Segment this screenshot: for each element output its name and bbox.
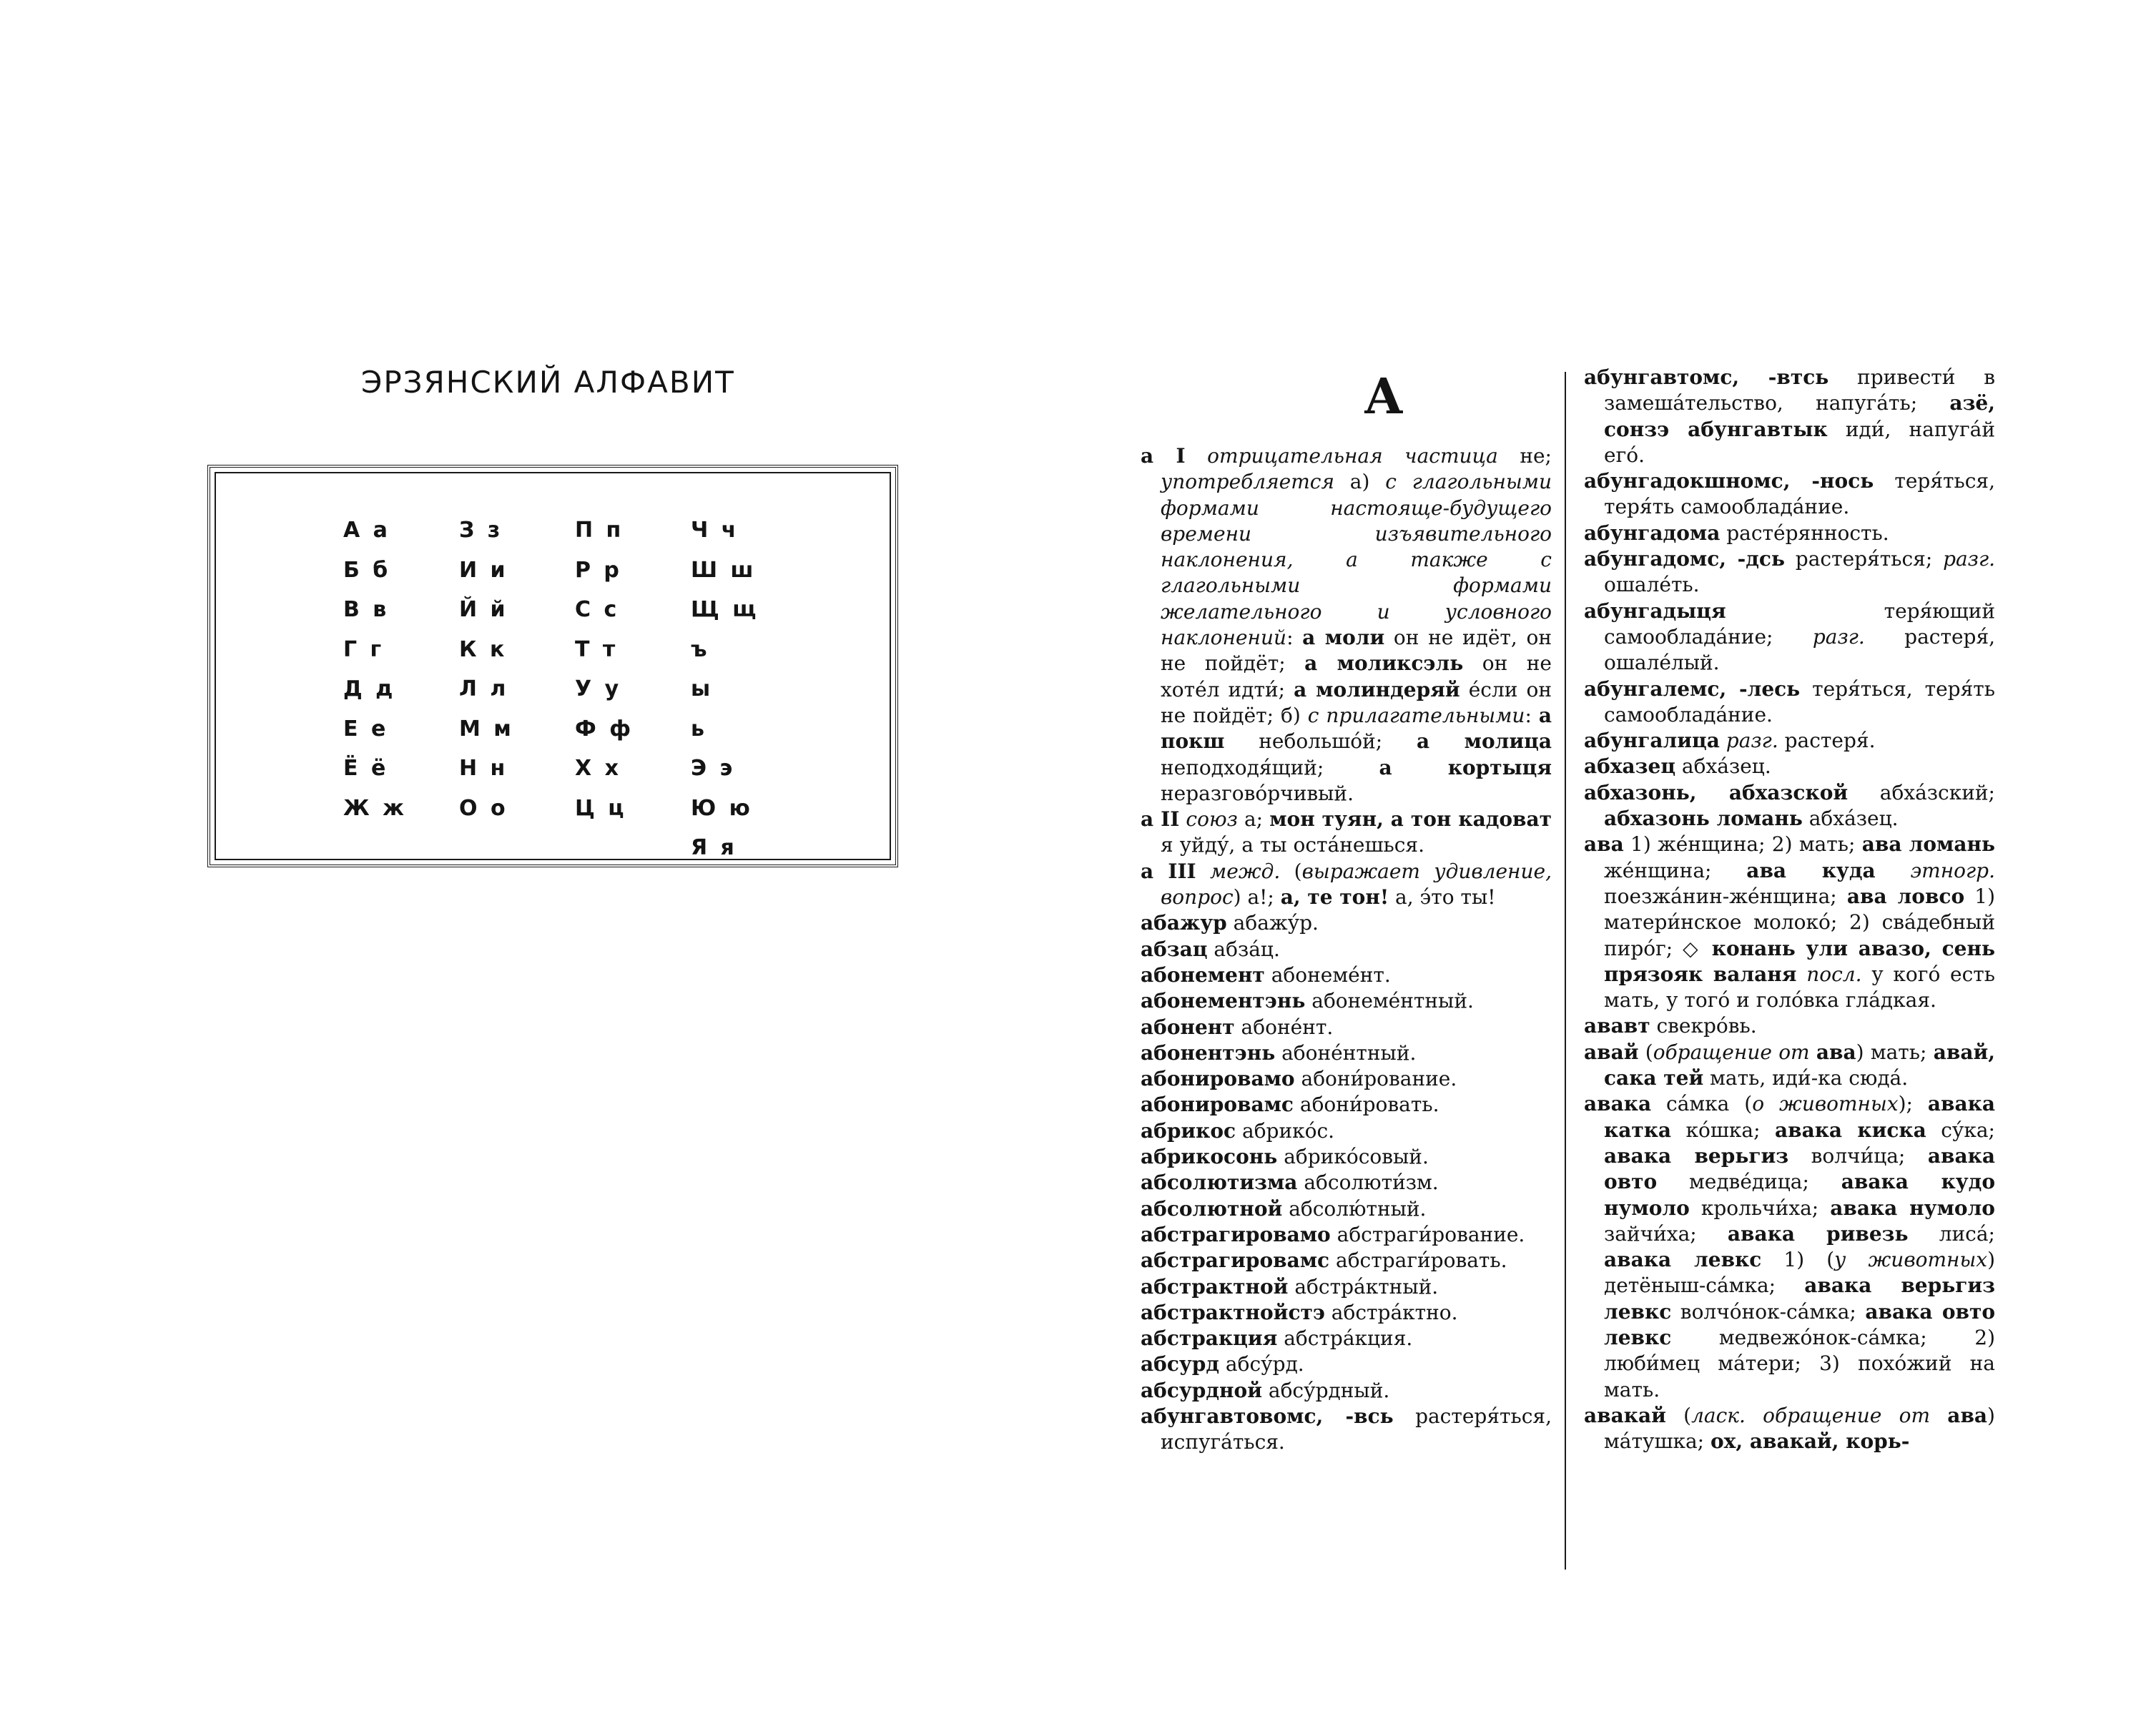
alphabet-letter: К к <box>459 636 508 662</box>
definition-text: растеря́ться; <box>1784 547 1944 571</box>
italic-note: ласк. обращение от <box>1691 1403 1931 1427</box>
dictionary-entry <box>1141 1040 1552 1066</box>
italic-note: посл. <box>1806 962 1862 986</box>
dictionary-entry <box>1584 676 1995 729</box>
headword: абажур <box>1141 911 1227 935</box>
dictionary-entry <box>1141 1404 1552 1456</box>
dictionary-entry <box>1141 1015 1552 1040</box>
definition-text: абажу́р. <box>1226 911 1319 935</box>
dictionary-entry <box>1141 910 1552 936</box>
dictionary-entry <box>1141 443 1552 807</box>
definition-text <box>1930 1404 1947 1427</box>
headword: ававт <box>1584 1014 1650 1038</box>
headword: абунгадокшномс, -нось <box>1584 469 1874 493</box>
definition-text: абха́зец. <box>1675 754 1771 779</box>
bold-example: авака кудо нумоло <box>1604 1170 1995 1220</box>
bold-example: а, те тон! <box>1280 885 1389 910</box>
definition-text: привести́ в замеша́тельство, напуга́ть; <box>1604 365 1995 415</box>
alphabet-column <box>691 511 759 868</box>
definition-text: у кого́ есть мать, у того́ и голо́вка гла́дкая. <box>1604 962 1996 1013</box>
definition-text: а; <box>1237 807 1270 832</box>
definition-text: поезжа́нин-жéнщина; <box>1604 884 1847 908</box>
dictionary-entry <box>1141 937 1552 962</box>
headword: абрикосонь <box>1141 1145 1278 1169</box>
alphabet-letter: В в <box>343 597 390 622</box>
headword: абонировамо <box>1141 1067 1295 1091</box>
alphabet-letter: Т т <box>575 636 619 662</box>
definition-text: абонемéнтный. <box>1305 989 1474 1013</box>
alphabet-letter: Е е <box>343 716 389 742</box>
definition-text: ) а!; <box>1233 885 1281 910</box>
bold-example: а покш <box>1161 703 1552 754</box>
headword: абстрагировамс <box>1141 1248 1330 1273</box>
alphabet-letter: Ю ю <box>691 795 753 821</box>
italic-note: у животных <box>1834 1248 1988 1272</box>
dictionary-entry <box>1141 1170 1552 1196</box>
headword: абхазонь, абхазской <box>1584 780 1849 804</box>
italic-note: разг. <box>1726 729 1778 753</box>
definition-text: абрико́совый. <box>1277 1145 1429 1169</box>
alphabet-letter: ы <box>691 676 714 701</box>
italic-note: с глагольными формами настояще-будущего времени изъявительного наклонения, а также с глагольными формами желательного и условного наклонений <box>1161 470 1552 650</box>
bold-example: авака верьгиз <box>1604 1143 1789 1168</box>
headword: абстрагировамо <box>1141 1222 1331 1246</box>
dictionary-entry <box>1584 780 1995 832</box>
bold-example: авака катка <box>1604 1092 1995 1142</box>
dictionary-entry <box>1584 1040 1995 1092</box>
alphabet-letter: Я я <box>691 835 737 860</box>
alphabet-letter: У у <box>575 676 622 701</box>
definition-text: растеря́. <box>1778 729 1876 753</box>
bold-example: ава куда <box>1746 858 1876 882</box>
italic-note: отрицательная частица <box>1207 444 1498 468</box>
definition-text: éсли он не пойдёт; б) <box>1161 677 1552 727</box>
bold-example: а молица <box>1416 729 1552 754</box>
alphabet-letter: Щ щ <box>691 597 759 622</box>
headword: абсурд <box>1141 1352 1220 1376</box>
italic-note: союз <box>1186 807 1238 832</box>
definition-text: ко́шка; <box>1671 1118 1775 1142</box>
definition-text: ( <box>1638 1040 1653 1064</box>
definition-text: неподходя́щий; <box>1161 755 1379 779</box>
dictionary-entry <box>1584 832 1995 1013</box>
definition-text: абсолюти́зм. <box>1297 1171 1439 1195</box>
bold-example: мон туян, а тон кадоват <box>1269 807 1552 832</box>
definition-text: крольчи́ха; <box>1689 1196 1831 1220</box>
bold-example: авака овто <box>1604 1143 1995 1194</box>
definition-text <box>1196 860 1210 883</box>
headword: авакай <box>1584 1403 1666 1427</box>
dictionary-entry <box>1584 468 1995 521</box>
definition-text: растеря́ться, испуга́ться. <box>1161 1404 1552 1454</box>
definition-text: растéрянность. <box>1720 521 1889 545</box>
headword: ава <box>1584 832 1624 857</box>
definition-text: са́мка ( <box>1651 1092 1753 1116</box>
headword: абсолютной <box>1141 1196 1283 1221</box>
bold-example: авака нумоло <box>1830 1196 1995 1220</box>
bold-example: абхазонь ломань <box>1604 807 1803 831</box>
definition-text: иди́, напуга́й его́. <box>1604 417 1995 467</box>
alphabet-title: ЭРЗЯНСКИЙ АЛФАВИТ <box>361 365 735 400</box>
alphabet-letter: Ж ж <box>343 795 408 821</box>
definition-text: ) мать; <box>1856 1040 1934 1064</box>
alphabet-letter: Э э <box>691 756 736 781</box>
definition-text: абстраги́ровать. <box>1329 1248 1507 1273</box>
definition-text: свекро́вь. <box>1650 1014 1757 1038</box>
definition-text: абсу́рд. <box>1219 1352 1304 1376</box>
alphabet-letter: С с <box>575 597 620 622</box>
definition-text: он не идёт, он не пойдёт; <box>1161 626 1552 676</box>
definition-text: жéнщина; <box>1604 858 1747 882</box>
definition-text: су́ка; <box>1926 1118 1995 1142</box>
dictionary-entry <box>1584 1091 1995 1403</box>
dictionary-entry <box>1141 1066 1552 1092</box>
definition-text: теря́ться, теря́ть самооблада́ние. <box>1604 469 1995 519</box>
italic-note: с прилагательными <box>1307 703 1525 727</box>
alphabet-letter: ъ <box>691 636 710 662</box>
alphabet-letter: Л л <box>459 676 509 701</box>
dictionary-entry <box>1584 521 1995 546</box>
italic-note: этногр. <box>1910 858 1995 882</box>
definition-text: абони́ровать. <box>1293 1093 1439 1117</box>
dictionary-entry <box>1141 1118 1552 1144</box>
definition-text: абха́зец. <box>1802 807 1899 831</box>
dictionary-entry <box>1141 859 1552 911</box>
headword: абунгадома <box>1584 521 1721 545</box>
headword: а II <box>1141 807 1180 832</box>
headword: абонент <box>1141 1015 1235 1039</box>
bold-example: авака левкс <box>1604 1248 1762 1272</box>
definition-text: : <box>1525 703 1539 727</box>
alphabet-column <box>459 511 514 828</box>
definition-text: мать, иди́-ка сюда́. <box>1703 1066 1909 1090</box>
right-page <box>1073 0 2156 1719</box>
dictionary-entry <box>1141 1092 1552 1118</box>
alphabet-letter: Ё ё <box>343 756 389 781</box>
headword: абсурдной <box>1141 1378 1262 1402</box>
headword: авай <box>1584 1040 1639 1064</box>
definition-text: абстра́кция. <box>1277 1326 1413 1351</box>
dictionary-entry <box>1584 1013 1995 1039</box>
definition-text: абонéнт. <box>1234 1015 1334 1039</box>
bold-example: ава <box>1816 1040 1856 1064</box>
alphabet-letter: Ц ц <box>575 795 627 821</box>
dictionary-entry <box>1141 807 1552 859</box>
definition-text: абстраги́рование. <box>1330 1222 1525 1246</box>
definition-text: 1) ( <box>1761 1248 1835 1272</box>
definition-text <box>1876 859 1911 882</box>
bold-example: авака верьгиз левкс <box>1604 1274 1995 1324</box>
definition-text: абсу́рдный. <box>1261 1378 1390 1402</box>
italic-note: о животных <box>1752 1092 1899 1116</box>
bold-example: а молиндеряй <box>1294 677 1460 701</box>
alphabet-letter: Н н <box>459 756 508 781</box>
alphabet-letter: Ф ф <box>575 716 634 742</box>
headword: абунгадыця <box>1584 599 1726 623</box>
dictionary-entry <box>1584 599 1995 676</box>
headword: а III <box>1141 859 1196 883</box>
alphabet-letter: Д д <box>343 676 396 701</box>
bold-example: авака овто левкс <box>1604 1299 1996 1349</box>
dictionary-entry <box>1141 1144 1552 1170</box>
definition-text: не; <box>1497 444 1552 468</box>
definition-text: ( <box>1665 1403 1692 1427</box>
headword: абсолютизма <box>1141 1171 1298 1195</box>
headword: абунгавтомс, -втсь <box>1584 365 1829 389</box>
definition-text: медвежо́нок-са́мка; 2) люби́мец ма́тери; 3) похо́жий на мать. <box>1604 1325 1995 1402</box>
left-page <box>0 0 1073 1719</box>
dictionary-entry <box>1141 1351 1552 1377</box>
bold-example: ава ловсо <box>1846 884 1965 908</box>
definition-text: небольшо́й; <box>1224 729 1417 754</box>
alphabet-letter: Б б <box>343 557 391 583</box>
headword: абстрактнойстэ <box>1141 1300 1325 1324</box>
alphabet-letter: А а <box>343 518 390 543</box>
headword: абунгадомс, -дсь <box>1584 547 1785 571</box>
alphabet-letter: И и <box>459 557 508 583</box>
definition-text: ошалéть. <box>1604 573 1700 597</box>
dictionary-entry <box>1584 365 1995 468</box>
bold-example: а моли <box>1302 626 1385 650</box>
headword: абонентэнь <box>1141 1040 1276 1065</box>
alphabet-letter: М м <box>459 716 514 742</box>
dictionary-entry <box>1141 1300 1552 1326</box>
definition-text <box>1186 444 1208 468</box>
italic-note: выражает удивление, вопрос <box>1161 859 1552 910</box>
alphabet-letter: О о <box>459 795 508 821</box>
definition-text: он не хотéл идти́; <box>1161 651 1552 701</box>
headword: абрикос <box>1141 1118 1236 1143</box>
definition-text: а) <box>1334 470 1386 494</box>
headword: абхазец <box>1584 754 1676 779</box>
alphabet-letter: П п <box>575 518 624 543</box>
dictionary-entry <box>1141 1326 1552 1351</box>
definition-text: волчо́нок-са́мка; <box>1671 1299 1866 1324</box>
definition-text: лиса́; <box>1908 1221 1995 1246</box>
dictionary-entry <box>1141 962 1552 988</box>
alphabet-letter: Г г <box>343 636 385 662</box>
headword: абунгалемс, -лесь <box>1584 676 1801 701</box>
definition-text: абстра́ктно. <box>1324 1300 1458 1324</box>
definition-text: ) детёныш-са́мка; <box>1604 1248 1996 1298</box>
alphabet-letter: Р р <box>575 557 622 583</box>
alphabet-column <box>343 511 407 828</box>
dictionary-entry <box>1584 546 1995 599</box>
definition-text: абсолю́тный. <box>1282 1196 1427 1221</box>
headword: абонемент <box>1141 962 1265 987</box>
headword: авака <box>1584 1092 1652 1116</box>
definition-text: абонемéнт. <box>1264 962 1391 987</box>
headword: абстракция <box>1141 1326 1278 1351</box>
definition-text <box>1796 962 1806 986</box>
definition-text: я уйду́, а ты оста́нешься. <box>1161 833 1424 857</box>
dictionary-column-1 <box>1141 443 1552 1456</box>
definition-text: абстра́ктный. <box>1288 1274 1439 1299</box>
bold-example: авака киска <box>1774 1118 1926 1142</box>
italic-note: разг. <box>1812 624 1865 649</box>
bold-example: конань ули авазо, сень прязояк валаня <box>1604 936 1995 986</box>
italic-note: обращение от <box>1653 1040 1810 1064</box>
definition-text: : <box>1286 626 1303 650</box>
dictionary-entry <box>1141 1378 1552 1404</box>
column-divider <box>1565 372 1566 1570</box>
dictionary-entry <box>1141 1196 1552 1222</box>
dictionary-entry <box>1141 1222 1552 1248</box>
definition-text: абони́рование. <box>1294 1067 1457 1091</box>
dictionary-entry <box>1584 728 1995 754</box>
alphabet-letter: Й й <box>459 597 508 622</box>
alphabet-letter: З з <box>459 518 503 543</box>
definition-text: абрико́с. <box>1236 1118 1335 1143</box>
bold-example: авака ривезь <box>1727 1221 1909 1246</box>
bold-example: авай, сака тей <box>1604 1040 1996 1090</box>
definition-text <box>1720 729 1726 752</box>
definition-text: ) ма́тушка; <box>1604 1403 1995 1454</box>
dictionary-column-2 <box>1584 365 1995 1454</box>
headword: абунгавтовомс, -всь <box>1141 1404 1394 1428</box>
dictionary-entry <box>1141 1274 1552 1300</box>
alphabet-column <box>575 511 634 828</box>
italic-note: межд. <box>1210 859 1281 883</box>
definition-text: ); <box>1898 1092 1928 1116</box>
dictionary-entry <box>1584 754 1995 779</box>
definition-text: теря́ющий самооблада́ние; <box>1604 599 1995 649</box>
definition-text <box>1810 1040 1816 1064</box>
bold-example: азё, сонзэ абунгавтык <box>1604 391 1995 441</box>
bold-example: ава <box>1947 1403 1988 1427</box>
definition-text: ( <box>1280 859 1302 883</box>
definition-text: медвéдица; <box>1657 1170 1841 1194</box>
section-letter: А <box>1364 368 1404 425</box>
definition-text: абонéнтный. <box>1275 1040 1417 1065</box>
definition-text: неразгово́рчивый. <box>1161 781 1354 805</box>
definition-text: 1) жéнщина; 2) мать; <box>1623 832 1862 857</box>
dictionary-entry <box>1141 988 1552 1014</box>
italic-note: разг. <box>1943 547 1996 571</box>
alphabet-table <box>207 465 898 867</box>
headword: абонировамс <box>1141 1093 1294 1117</box>
definition-text: растеря́, ошалéлый. <box>1604 624 1996 675</box>
definition-text: теря́ться, теря́ть самооблада́ние. <box>1604 676 1995 726</box>
bold-example: а кортыця <box>1379 755 1552 779</box>
alphabet-letter: Х х <box>575 756 621 781</box>
definition-text: абха́зский; <box>1848 780 1995 804</box>
headword: абунгалица <box>1584 729 1720 753</box>
headword: абстрактной <box>1141 1274 1289 1299</box>
headword: а I <box>1141 444 1186 468</box>
definition-text: волчи́ца; <box>1788 1143 1928 1168</box>
definition-text: зайчи́ха; <box>1604 1221 1728 1246</box>
definition-text: а, э́то ты! <box>1389 885 1496 910</box>
headword: абзац <box>1141 937 1208 961</box>
headword: абонементэнь <box>1141 989 1306 1013</box>
bold-example: ава ломань <box>1861 832 1995 857</box>
alphabet-letter: ь <box>691 716 707 742</box>
alphabet-letter: Ч ч <box>691 518 739 543</box>
definition-text: 1) матери́нское молоко́; 2) сва́дебный пиро́г; ◇ <box>1604 884 1995 960</box>
alphabet-letter: Ш ш <box>691 557 757 583</box>
italic-note: употребляется <box>1161 470 1334 494</box>
dictionary-entry <box>1584 1403 1995 1455</box>
dictionary-entry <box>1141 1248 1552 1274</box>
definition-text: абза́ц. <box>1207 937 1280 961</box>
bold-example: а моликсэль <box>1304 651 1464 676</box>
bold-example: ох, авакай, корь- <box>1710 1429 1910 1454</box>
